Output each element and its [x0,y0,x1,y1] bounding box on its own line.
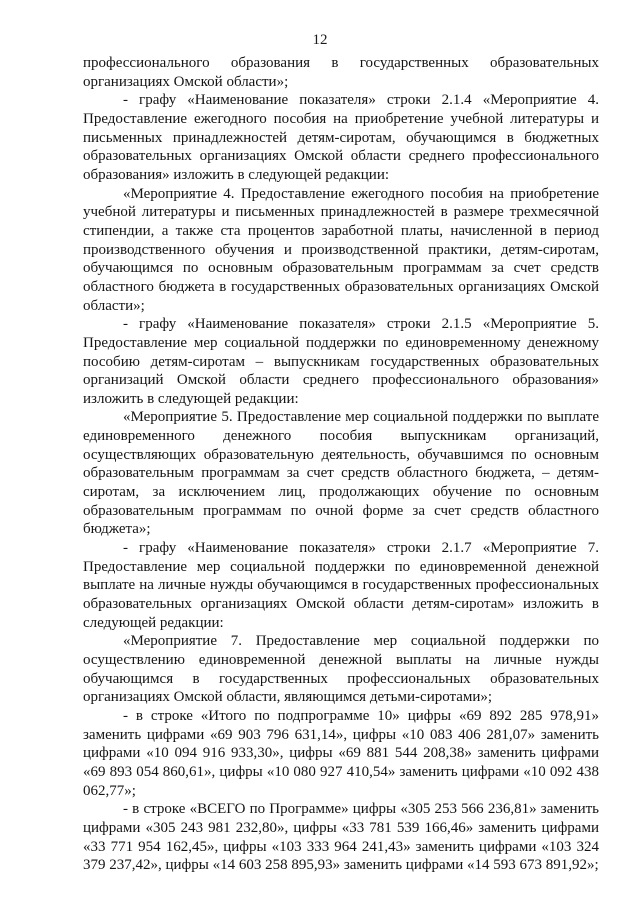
paragraph-5: «Мероприятие 5. Предоставление мер социальной поддержки по выплате единовременного денежного пособия выпускникам организаций, осуществляющих образовательную деятельность, обучавшимся по основным образовательным программам за счет средств областного бюджета, – детям-сиротам, за исключением лиц, продолжающих обучение по основным образовательным программам по очной форме за счет средств областного бюджета»; [83,409,599,538]
paragraph-3: «Мероприятие 4. Предоставление ежегодного пособия на приобретение учебной литературы и письменных принадлежностей в размере трехмесячной стипендии, а также ста процентов заработной платы, начисленной в период производственного обучения и производственной практики, детям-сиротам, обучающимся по основным образовательным программам за счет средств областного бюджета в государственных образовательных организациях Омской области»; [83,185,599,314]
document-body [83,54,599,875]
paragraph-8: - в строке «Итого по подпрограмме 10» цифры «69 892 285 978,91» заменить цифрами «69 903 796 631,14», цифры «10 083 406 281,07» заменить цифрами «10 094 916 933,30», цифры «69 881 544 208,38» заменить цифрами «69 893 054 860,61», цифры «10 080 927 410,54» заменить цифрами «10 092 438 062,77»; [83,707,599,799]
paragraph-7: «Мероприятие 7. Предоставление мер социальной поддержки по осуществлению единовременной денежной выплаты на личные нужды обучающимся в государственных профессиональных образовательных организациях Омской области, являющимся детьми-сиротами»; [83,633,599,706]
paragraph-9: - в строке «ВСЕГО по Программе» цифры «305 253 566 236,81» заменить цифрами «305 243 981 232,80», цифры «33 781 539 166,46» заменить цифрами «33 771 954 162,45», цифры «103 333 964 241,43» заменить цифрами «103 324 379 237,42», цифры «14 603 258 895,93» заменить цифрами «14 593 673 891,92»; [83,801,599,874]
paragraph-6: - графу «Наименование показателя» строки 2.1.7 «Мероприятие 7. Предоставление мер социальной поддержки по единовременной денежной выплате на личные нужды обучающимся в государственных профессиональных образовательных организациях Омской области детям-сиротам» изложить в следующей редакции: [83,540,599,631]
paragraph-2: - графу «Наименование показателя» строки 2.1.4 «Мероприятие 4. Предоставление ежегодного пособия на приобретение учебной литературы и письменных принадлежностей детям-сиротам, обучающимся в бюджетных образовательных организациях Омской области среднего профессионального образования» изложить в следующей редакции: [83,92,599,183]
paragraph-1: профессионального образования в государственных образовательных организациях Омской области»; [83,55,599,90]
paragraph-4: - графу «Наименование показателя» строки 2.1.5 «Мероприятие 5. Предоставление мер социальной поддержки по единовременному денежному пособию детям-сиротам – выпускникам государственных образовательных организаций Омской области среднего профессионального образования» изложить в следующей редакции: [83,316,599,407]
page-number: 12 [312,32,328,48]
